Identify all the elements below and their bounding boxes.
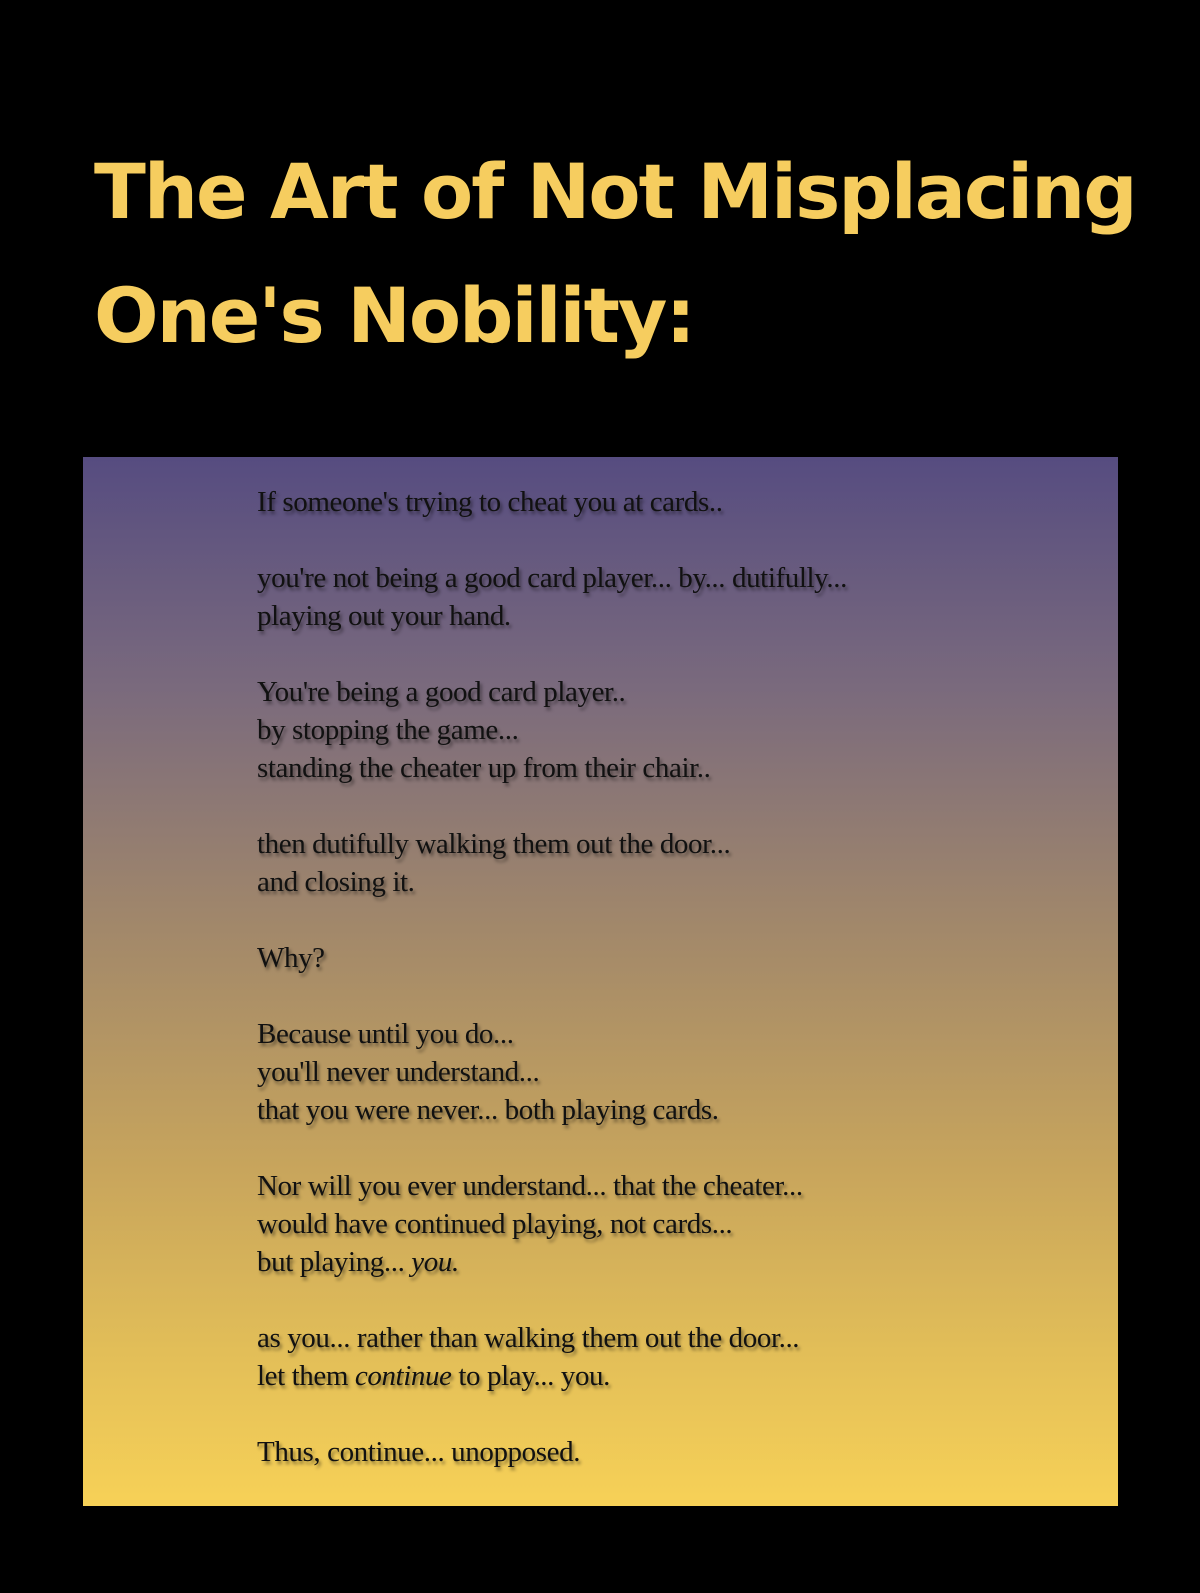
stanza-4	[257, 825, 1097, 901]
stanza-8	[257, 1319, 1097, 1395]
poem-line: Why?	[257, 942, 325, 974]
poem-line: would have continued playing, not cards...	[257, 1208, 733, 1240]
poem-line	[257, 1243, 1097, 1281]
stanza-5	[257, 939, 1097, 977]
poem-line: If someone's trying to cheat you at cards..	[257, 486, 723, 518]
poem-line: playing out your hand.	[257, 600, 511, 632]
poem-emphasis: continue	[354, 1360, 452, 1392]
stanza-9	[257, 1433, 1097, 1471]
stanza-7	[257, 1167, 1097, 1281]
poem-line: Because until you do...	[257, 1018, 514, 1050]
page-title	[94, 130, 1134, 378]
title-line-1: The Art of Not Misplacing	[94, 147, 1136, 236]
poem-line: you're not being a good card player... by... dutifully...	[257, 562, 847, 594]
poem-line-part: to play... you.	[451, 1360, 610, 1392]
poem-line: and closing it.	[257, 866, 415, 898]
poem-line-part: let them	[257, 1360, 355, 1392]
poem-text	[257, 483, 1097, 1509]
poem-line: you'll never understand...	[257, 1056, 540, 1088]
poem-line: by stopping the game...	[257, 714, 519, 746]
poem-line: You're being a good card player..	[257, 676, 626, 708]
poem-line: as you... rather than walking them out the door...	[257, 1322, 800, 1354]
stanza-2	[257, 559, 1097, 635]
poem-line-part: but playing...	[257, 1246, 412, 1278]
poem-line	[257, 1357, 1097, 1395]
poem-line: standing the cheater up from their chair..	[257, 752, 711, 784]
title-line-2: One's Nobility:	[94, 271, 694, 360]
poem-line: that you were never... both playing cards.	[257, 1094, 719, 1126]
poem-emphasis: you.	[411, 1246, 459, 1278]
stanza-6	[257, 1015, 1097, 1129]
stanza-3	[257, 673, 1097, 787]
poem-line: then dutifully walking them out the door...	[257, 828, 731, 860]
poem-card	[83, 457, 1118, 1506]
poem-line: Thus, continue... unopposed.	[257, 1436, 581, 1468]
stanza-1	[257, 483, 1097, 521]
poem-line: Nor will you ever understand... that the cheater...	[257, 1170, 803, 1202]
